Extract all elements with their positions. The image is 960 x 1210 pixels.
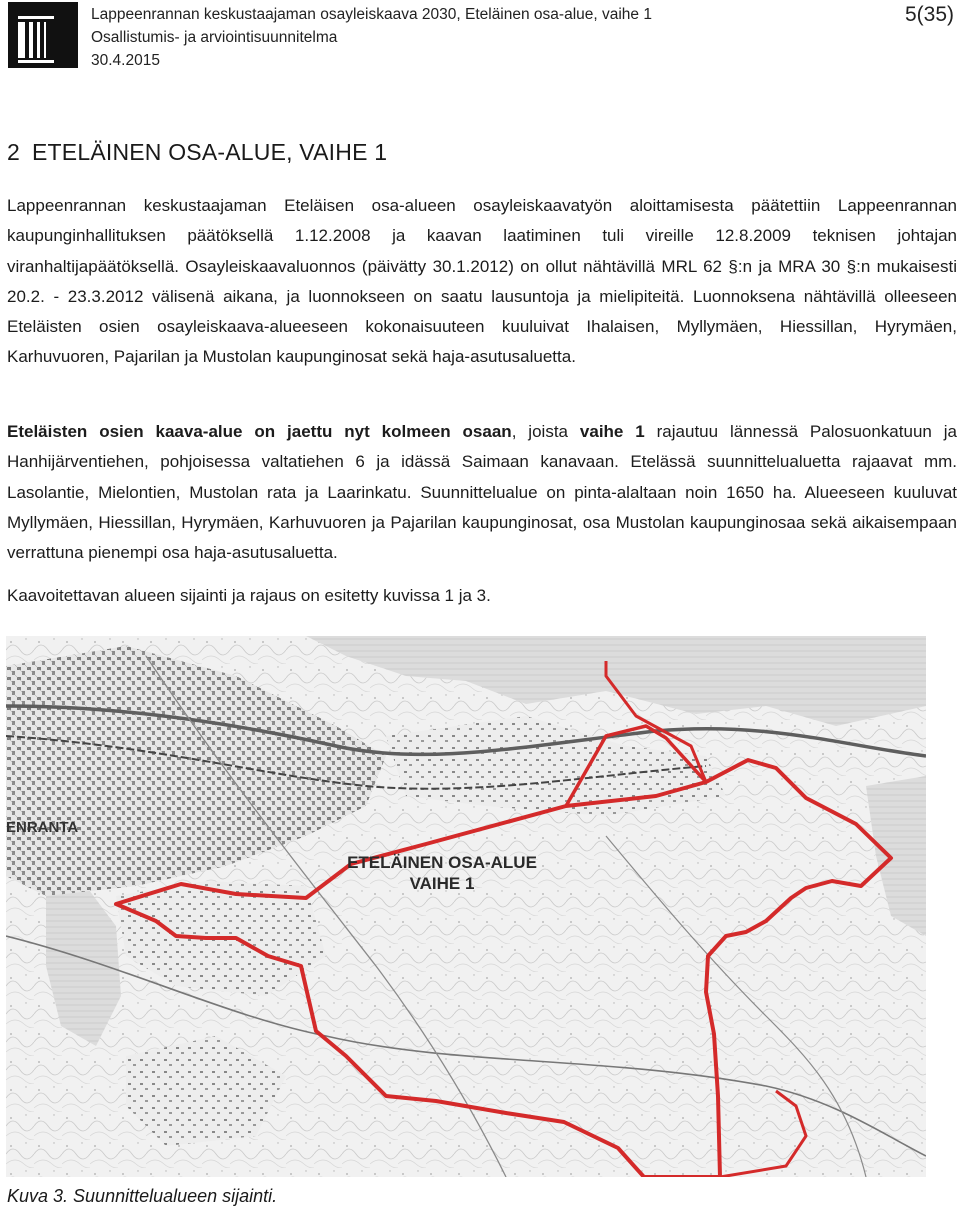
section-heading [7, 139, 387, 166]
place-label-enranta: ENRANTA [6, 819, 79, 836]
bold-phrase-division: Eteläisten osien kaava-alue on jaettu nyt kolmeen osaan [7, 422, 512, 441]
section-title: ETELÄINEN OSA-ALUE, VAIHE 1 [32, 139, 388, 165]
document-title: Lappeenrannan keskustaajaman osayleiskaava 2030, Eteläinen osa-alue, vaihe 1 [91, 6, 652, 23]
text-boundaries: rajautuu lännessä Palosuonkatuun ja Hanhijärventiehen, pohjoisessa valtatiehen 6 ja idässä Saimaan kanavaan. Etelässä suunnittelualuetta rajaavat mm. Lasolantie, Mielontien, Mustolan rata ja Laarinkatu. Suunnittelualue on pinta-alaltaan noin 1650 ha. Alueeseen kuuluvat Myllymäen, Hiessillan, Hyrymäen, Karhuvuoren ja Pajarilan kaupunginosat, osa Mustolan kaupunginosaa sekä aikaisempaan verrattuna pienempi osa haja-asutusaluetta. [7, 422, 957, 563]
paragraph-background: Lappeenrannan keskustaajaman Eteläisen osa-alueen osayleiskaavatyön aloittamisesta päätettiin Lappeenrannan kaupunginhallituksen päätöksellä 1.12.2008 ja kaavan laatiminen tuli vireille 12.8.2009 teknisen johtajan viranhaltijapäätöksellä. Osayleiskaavaluonnos (päivätty 30.1.2012) on ollut nähtävillä MRL 62 §:n ja MRA 30 §:n mukaisesti 20.2. - 23.3.2012 välisenä aikana, ja luonnokseen on saatu lausuntoja ja mielipiteitä. Luonnoksena nähtävillä olleeseen Eteläisten osien osayleiskaava-alueeseen kokonaisuuteen kuuluivat Ihalaisen, Myllymäen, Hiessillan, Hyrymäen, Karhuvuoren, Pajarilan ja Mustolan kaupunginosat sekä haja-asutusaluetta. [7, 196, 957, 367]
paragraph-figure-reference: Kaavoitettavan alueen sijainti ja rajaus on esitetty kuvissa 1 ja 3. [7, 586, 491, 605]
document-date: 30.4.2015 [91, 52, 160, 69]
bold-phrase-phase: vaihe 1 [579, 422, 645, 441]
text-connector: , joista [511, 422, 580, 441]
area-map [6, 636, 926, 1177]
page-number: 5(35) [904, 3, 954, 26]
section-number: 2 [7, 139, 20, 165]
paragraph-phase-description [7, 417, 957, 568]
area-label-line1: ETELÄINEN OSA-ALUE [347, 853, 537, 872]
document-subtitle: Osallistumis- ja arviointisuunnitelma [91, 29, 338, 46]
organization-logo [8, 2, 78, 68]
area-label-line2: VAIHE 1 [409, 874, 475, 893]
figure-caption: Kuva 3. Suunnittelualueen sijainti. [7, 1186, 278, 1206]
